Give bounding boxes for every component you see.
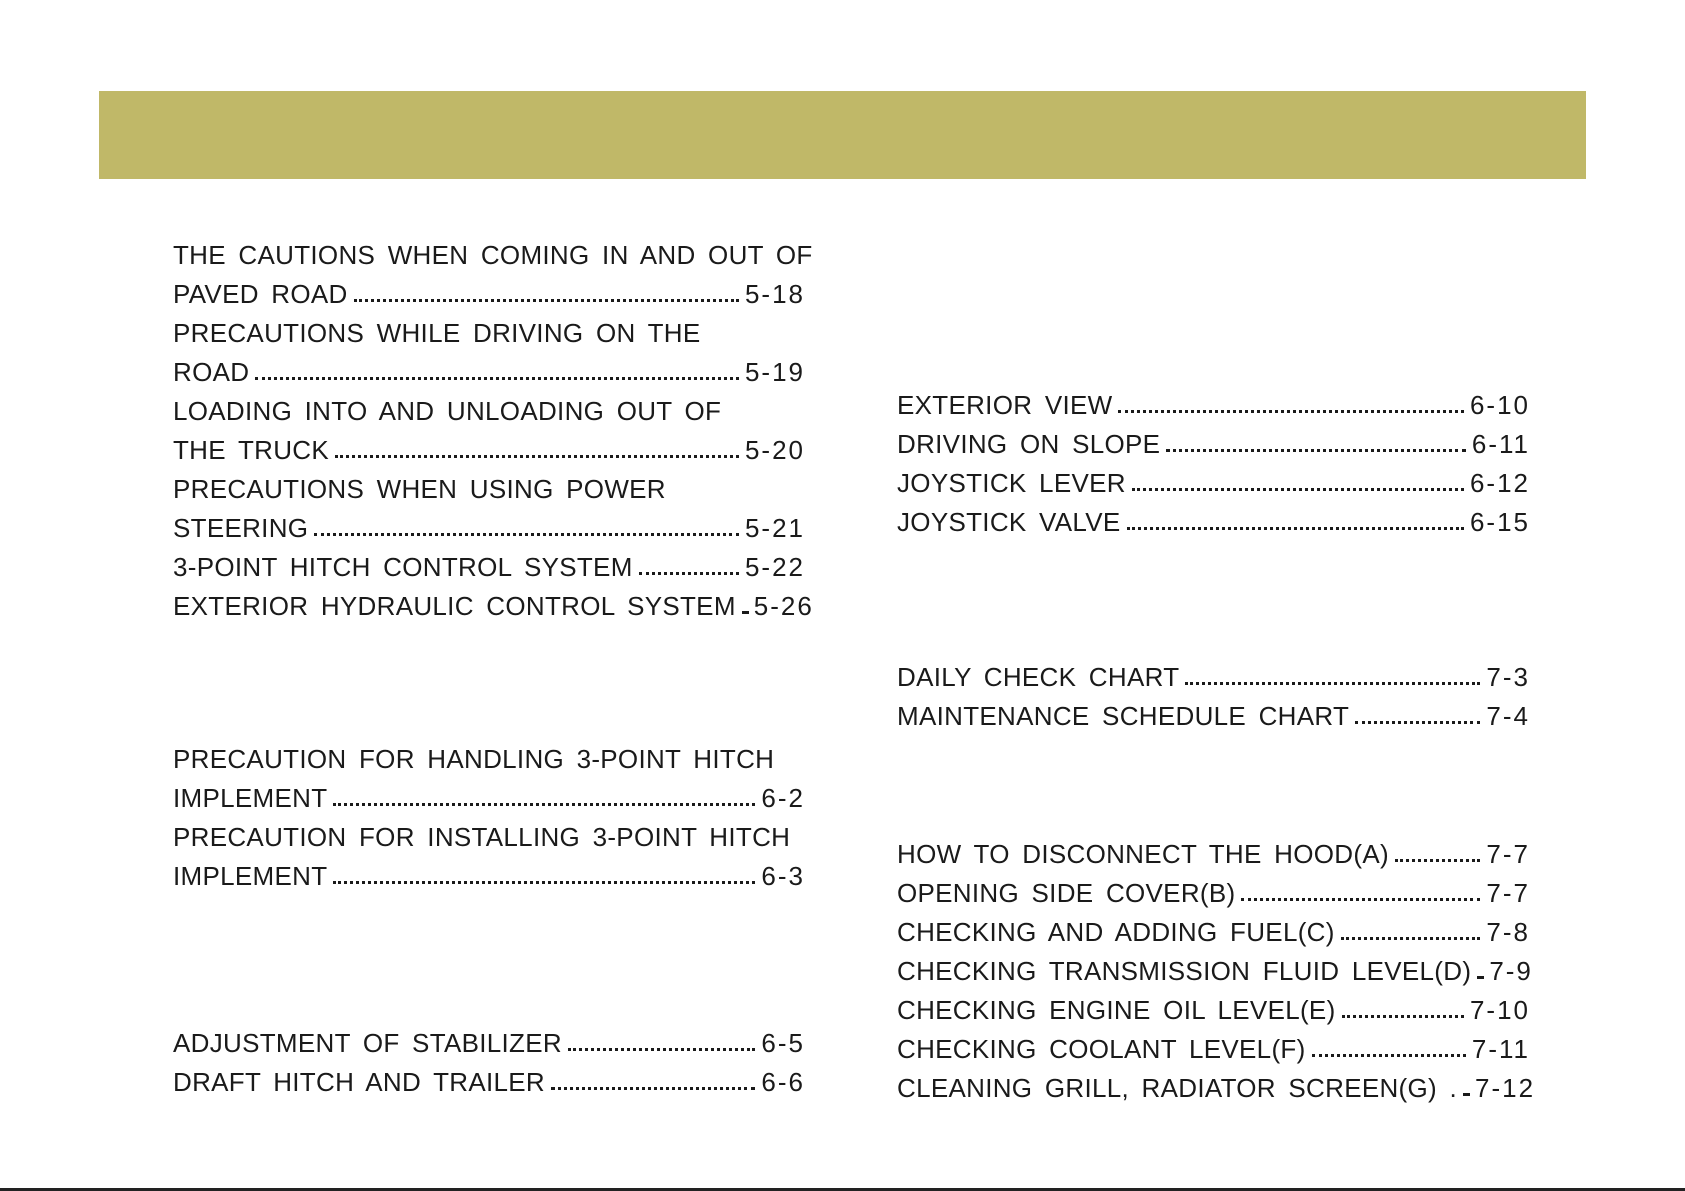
toc-entry[interactable] — [173, 511, 805, 545]
toc-entry-title: CHECKING TRANSMISSION FLUID LEVEL(D) — [897, 956, 1472, 986]
toc-entry[interactable] — [173, 550, 805, 584]
toc-entry-page-number: 5-26 — [753, 591, 814, 621]
toc-entry-page-number: 6-11 — [1471, 429, 1530, 459]
toc-entry-page-number: 7-9 — [1489, 956, 1533, 986]
toc-entry — [173, 820, 805, 854]
toc-entry[interactable] — [173, 781, 805, 815]
toc-entry-page-number: 6-10 — [1469, 390, 1530, 420]
toc-entry — [173, 394, 805, 428]
dot-leader — [1342, 1014, 1464, 1018]
dot-leader — [1312, 1053, 1466, 1057]
dot-leader — [333, 802, 755, 806]
toc-entry-page-number: 6-6 — [761, 1067, 805, 1097]
toc-entry-title: PRECAUTION FOR HANDLING 3-POINT HITCH — [173, 744, 775, 774]
toc-entry-title: DAILY CHECK CHART — [897, 662, 1180, 692]
toc-entry-title: CHECKING COOLANT LEVEL(F) — [897, 1034, 1306, 1064]
toc-entry[interactable] — [897, 915, 1530, 949]
toc-entry[interactable] — [173, 859, 805, 893]
toc-entry-title: DRIVING ON SLOPE — [897, 429, 1161, 459]
toc-entry-title: EXTERIOR VIEW — [897, 390, 1113, 420]
dot-leader — [1127, 526, 1464, 530]
dot-leader — [639, 571, 739, 575]
toc-entry[interactable] — [897, 993, 1530, 1027]
dot-leader — [742, 610, 748, 614]
toc-entry-title: JOYSTICK LEVER — [897, 468, 1126, 498]
toc-entry[interactable] — [897, 466, 1530, 500]
toc-entry[interactable] — [173, 433, 805, 467]
dot-leader — [1395, 858, 1481, 862]
toc-entry-page-number: 7-7 — [1486, 878, 1530, 908]
toc-entry[interactable] — [897, 505, 1530, 539]
toc-entry-page-number: 7-8 — [1486, 917, 1530, 947]
toc-entry[interactable] — [897, 954, 1533, 988]
toc-entry-page-number: 6-5 — [761, 1028, 805, 1058]
dot-leader — [551, 1086, 755, 1090]
dot-leader — [1355, 720, 1480, 724]
toc-entry-page-number: 6-2 — [761, 783, 805, 813]
toc-entry-title: JOYSTICK VALVE — [897, 507, 1121, 537]
dot-leader — [1241, 897, 1480, 901]
toc-entry[interactable] — [897, 388, 1530, 422]
toc-entry-page-number: 5-21 — [744, 513, 805, 543]
dot-leader — [354, 298, 739, 302]
toc-entry-title: EXTERIOR HYDRAULIC CONTROL SYSTEM — [173, 591, 736, 621]
dot-leader — [1166, 448, 1466, 452]
toc-entry-title: ROAD — [173, 357, 250, 387]
toc-entry-page-number: 5-22 — [744, 552, 805, 582]
toc-entry-page-number: 7-4 — [1486, 701, 1530, 731]
toc-entry-title: 3-POINT HITCH CONTROL SYSTEM — [173, 552, 633, 582]
toc-entry[interactable] — [173, 1065, 805, 1099]
toc-entry[interactable] — [173, 1026, 805, 1060]
toc-entry-title: OPENING SIDE COVER(B) — [897, 878, 1236, 908]
toc-entry-title: CLEANING GRILL, RADIATOR SCREEN(G) . — [897, 1073, 1458, 1103]
dot-leader — [1185, 681, 1480, 685]
toc-entry-page-number: 7-3 — [1486, 662, 1530, 692]
toc-entry — [173, 316, 805, 350]
toc-entry-title: HOW TO DISCONNECT THE HOOD(A) — [897, 839, 1389, 869]
toc-entry-title: THE TRUCK — [173, 435, 330, 465]
toc-entry-title: PRECAUTION FOR INSTALLING 3-POINT HITCH — [173, 822, 791, 852]
toc-entry-title: CHECKING ENGINE OIL LEVEL(E) — [897, 995, 1336, 1025]
dot-leader — [1118, 409, 1463, 413]
toc-entry-title: MAINTENANCE SCHEDULE CHART — [897, 701, 1350, 731]
dot-leader — [568, 1047, 755, 1051]
dot-leader — [1132, 487, 1464, 491]
toc-entry-title: PRECAUTIONS WHILE DRIVING ON THE — [173, 318, 701, 348]
toc-entry[interactable] — [897, 837, 1530, 871]
dot-leader — [1341, 936, 1481, 940]
toc-entry-title: CHECKING AND ADDING FUEL(C) — [897, 917, 1335, 947]
dot-leader — [1477, 975, 1483, 979]
toc-entry[interactable] — [897, 1071, 1536, 1105]
toc-entry-page-number: 7-7 — [1486, 839, 1530, 869]
toc-entry — [173, 742, 805, 776]
dot-leader — [333, 880, 755, 884]
toc-entry-page-number: 7-11 — [1471, 1034, 1530, 1064]
toc-entry[interactable] — [173, 589, 814, 623]
toc-entry-page-number: 6-3 — [761, 861, 805, 891]
toc-entry-page-number: 5-20 — [744, 435, 805, 465]
toc-entry[interactable] — [897, 876, 1530, 910]
toc-entry-title: PAVED ROAD — [173, 279, 348, 309]
toc-entry[interactable] — [897, 699, 1530, 733]
dot-leader — [335, 454, 739, 458]
toc-entry — [173, 238, 813, 272]
toc-entry — [173, 472, 805, 506]
toc-entry-page-number: 5-19 — [744, 357, 805, 387]
toc-entry[interactable] — [897, 660, 1530, 694]
dot-leader — [255, 376, 739, 380]
toc-entry-page-number: 7-10 — [1469, 995, 1530, 1025]
toc-entry-page-number: 6-12 — [1469, 468, 1530, 498]
toc-entry[interactable] — [173, 277, 805, 311]
toc-entry-page-number: 7-12 — [1475, 1073, 1536, 1103]
toc-entry[interactable] — [897, 427, 1530, 461]
toc-entry[interactable] — [173, 355, 805, 389]
toc-entry-title: IMPLEMENT — [173, 861, 328, 891]
toc-entry-title: IMPLEMENT — [173, 783, 328, 813]
header-band — [99, 91, 1586, 179]
toc-entry[interactable] — [897, 1032, 1530, 1066]
dot-leader — [1463, 1092, 1469, 1096]
toc-entry-title: STEERING — [173, 513, 309, 543]
toc-entry-title: LOADING INTO AND UNLOADING OUT OF — [173, 396, 722, 426]
dot-leader — [314, 532, 739, 536]
toc-entry-title: THE CAUTIONS WHEN COMING IN AND OUT OF — [173, 240, 813, 270]
toc-entry-title: ADJUSTMENT OF STABILIZER — [173, 1028, 562, 1058]
toc-entry-page-number: 6-15 — [1469, 507, 1530, 537]
toc-entry-title: DRAFT HITCH AND TRAILER — [173, 1067, 545, 1097]
toc-entry-title: PRECAUTIONS WHEN USING POWER — [173, 474, 666, 504]
toc-entry-page-number: 5-18 — [744, 279, 805, 309]
